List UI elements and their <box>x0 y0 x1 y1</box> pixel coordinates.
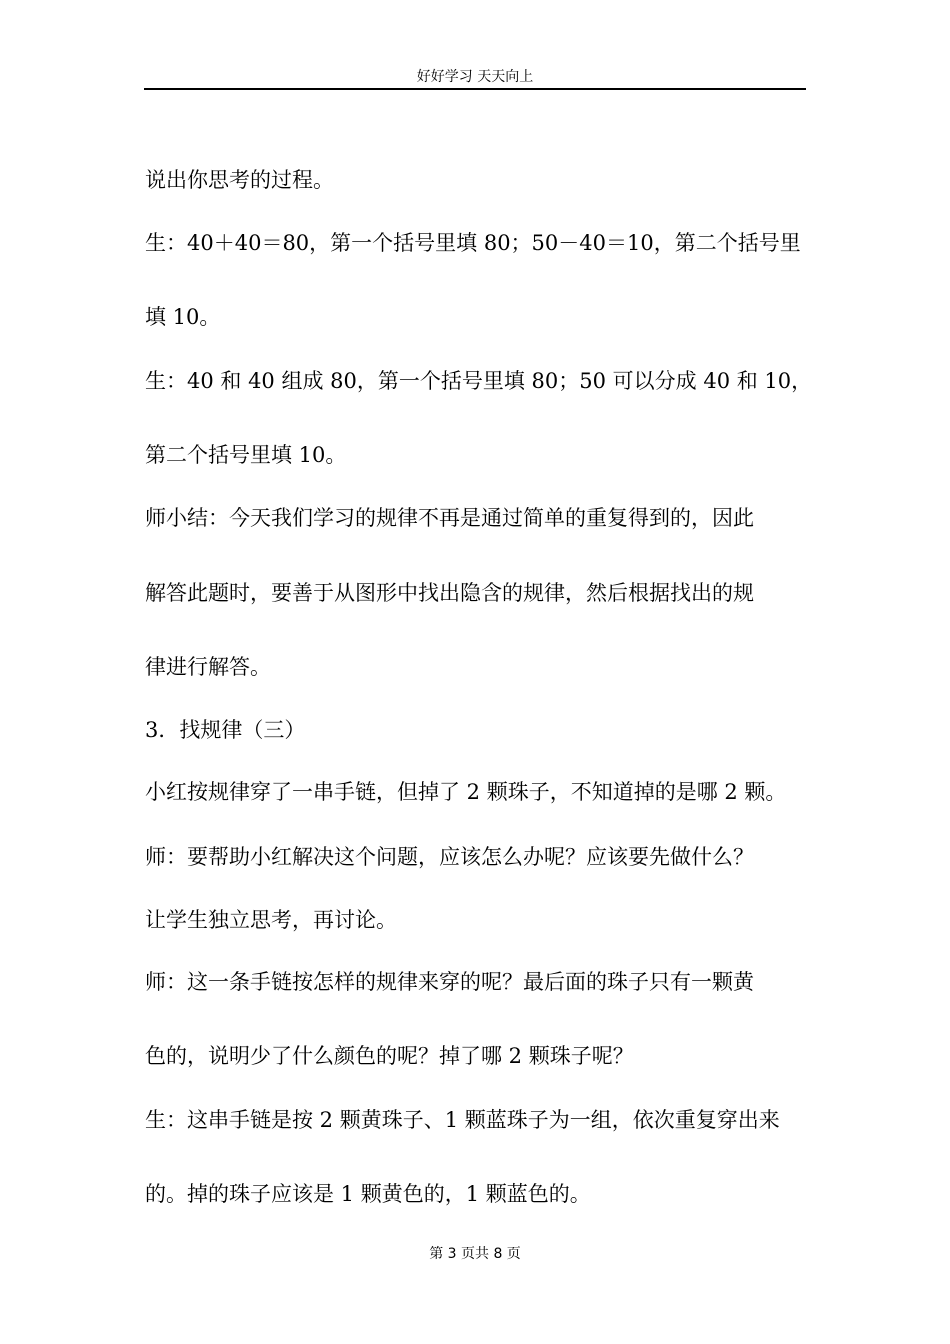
page-footer: 第 3 页共 8 页 <box>429 1246 521 1262</box>
text-line: 生：40＋40＝80，第一个括号里填 80；50－40＝10，第二个括号里 <box>145 231 801 255</box>
page-header: 好好学习 天天向上 <box>416 69 534 85</box>
text-line: 师：这一条手链按怎样的规律来穿的呢？最后面的珠子只有一颗黄 <box>145 970 754 994</box>
text-line: 律进行解答。 <box>145 655 271 679</box>
header-divider <box>144 88 806 90</box>
text-line: 让学生独立思考，再讨论。 <box>145 908 397 932</box>
text-line: 第二个括号里填 10。 <box>145 443 347 467</box>
text-line: 生：这串手链是按 2 颗黄珠子、1 颗蓝珠子为一组，依次重复穿出来 <box>145 1108 780 1132</box>
text-line: 生：40 和 40 组成 80，第一个括号里填 80；50 可以分成 40 和 10， <box>145 369 813 393</box>
text-line: 师小结：今天我们学习的规律不再是通过简单的重复得到的，因此 <box>145 506 754 530</box>
text-line: 色的，说明少了什么颜色的呢？掉了哪 2 颗珠子呢？ <box>145 1044 634 1068</box>
text-line: 说出你思考的过程。 <box>145 168 334 192</box>
text-line: 的。掉的珠子应该是 1 颗黄色的，1 颗蓝色的。 <box>145 1182 591 1206</box>
section-heading: 3．找规律（三） <box>145 718 306 742</box>
text-line: 小红按规律穿了一串手链，但掉了 2 颗珠子，不知道掉的是哪 2 颗。 <box>145 780 787 804</box>
text-line: 师：要帮助小红解决这个问题，应该怎么办呢？应该要先做什么？ <box>145 845 754 869</box>
text-line: 填 10。 <box>145 305 221 329</box>
text-line: 解答此题时，要善于从图形中找出隐含的规律，然后根据找出的规 <box>145 581 754 605</box>
